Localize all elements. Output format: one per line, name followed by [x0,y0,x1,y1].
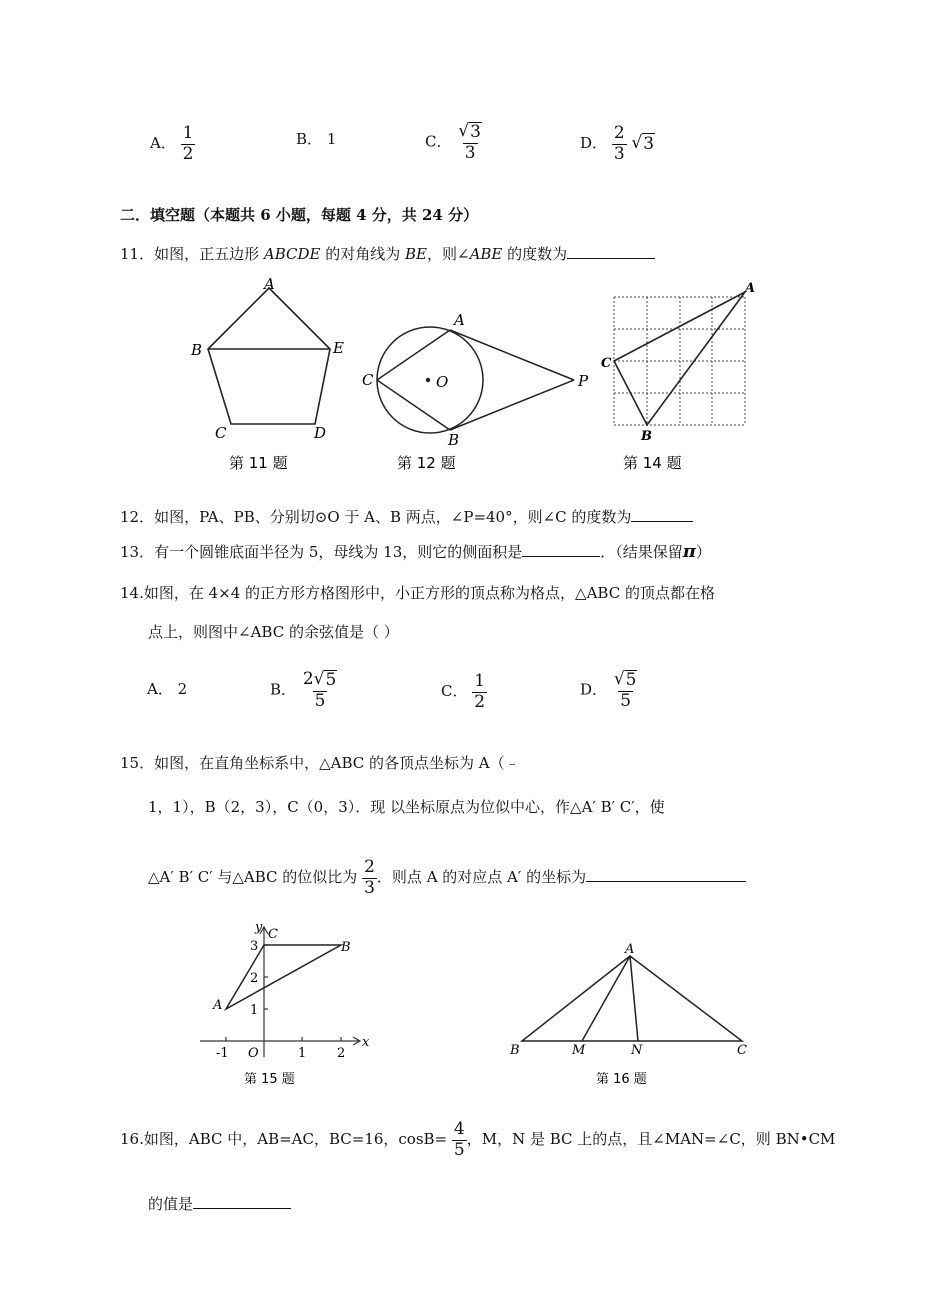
caption-fig-16: 第 16 题 [596,1072,647,1087]
caption-fig-12: 第 12 题 [397,454,456,472]
sqrt-icon: √ 5 [613,669,637,690]
fraction-numerator: 1 [474,671,486,691]
q10-option-b-value: 1 [326,130,337,148]
q12-text: 12．如图，PA、PB、分别切⊙O 于 A、B 两点，∠P=40°，则∠C 的度数为 [120,508,632,526]
fraction-denominator: 3 [464,142,476,163]
q16-cos-fraction [452,1120,467,1160]
fig14-label-a: A [745,281,756,296]
figure-14-grid [614,297,745,425]
fig15-label-y: y [255,920,263,935]
q14-option-c [441,672,487,712]
q10-option-c [425,122,484,163]
fraction-numerator [301,670,340,691]
coefficient: 2 [302,669,314,689]
segment-an [630,956,638,1041]
q14-option-d-label: D． [580,680,608,699]
q14-option-b-fraction [301,670,340,711]
fig12-label-a: A [454,311,465,329]
q14-option-a [147,678,187,699]
q16-text-post: ，M，N 是 BC 上的点，且∠MAN=∠C，则 BN•CM [466,1130,836,1149]
fraction-denominator: 5 [620,690,632,711]
answer-blank[interactable] [631,507,693,522]
fig12-label-b: B [448,431,460,449]
tangent-pb [450,380,574,430]
q10-option-d-label: D． [580,134,608,153]
fig16-label-c: C [737,1043,747,1058]
x-tick-label: 2 [337,1046,346,1061]
caption-fig-11: 第 11 题 [229,454,288,472]
fraction-denominator: 3 [613,143,625,164]
q16-text-line2: 的值是 [148,1195,194,1213]
q13-close: ） [695,543,711,561]
q15-ratio-fraction [362,858,377,898]
question-16-line1 [120,1120,835,1160]
fraction-numerator: 2 [364,857,375,877]
segment-am [582,956,630,1041]
fig14-label-c: C [601,356,612,371]
sqrt-icon: √ 3 [631,133,655,155]
fig12-label-p: P [578,372,589,390]
fig16-label-n: N [631,1043,643,1058]
fig11-label-c: C [215,424,227,442]
figures-row-2 [0,915,950,1095]
q14-option-b-label: B． [270,680,297,699]
triangle-abc [522,956,742,1041]
fraction-denominator: 5 [453,1139,465,1160]
answer-blank[interactable] [567,244,655,259]
q13-note: ．（结果保留 [600,543,683,561]
fig15-label-b: B [341,940,351,955]
q11-angle: ABE [469,245,503,263]
fraction-numerator: 2 [613,123,625,143]
fig12-label-o: O [436,373,449,391]
q13-text: 13．有一个圆锥底面半径为 5，母线为 13，则它的侧面积是 [120,543,523,561]
q10-option-b-label: B． [296,130,323,148]
figure-15-triangle [226,945,341,1009]
center-point [426,378,430,382]
figures-row-1 [0,270,950,480]
q10-option-a-label: A． [150,134,176,153]
q14-option-d [580,670,639,711]
fraction-denominator: 2 [182,143,194,164]
q10-option-c-label: C． [425,132,452,151]
fig11-label-a: A [264,275,275,293]
fig11-label-b: B [191,341,203,359]
fig15-label-a: A [213,998,223,1013]
fig15-label-x: x [362,1035,370,1050]
q15-text-post: ．则点 A 的对应点 A′ 的坐标为 [376,868,587,887]
radicand: 3 [470,122,481,142]
fraction-denominator: 2 [474,691,486,712]
q10-option-b [296,128,336,149]
q10-option-c-fraction [456,122,484,163]
figure-15-axes [200,927,360,1057]
q11-text: 11．如图，正五边形 [120,245,264,263]
q10-option-a [150,124,195,164]
figure-16-triangle [522,956,742,1041]
fig16-label-m: M [572,1043,586,1058]
radicand: 3 [643,134,655,155]
x-tick-label: 1 [298,1046,307,1061]
x-tick-label: -1 [216,1046,229,1061]
question-14-line2: 点上，则图中∠ABC 的余弦值是（ ） [148,623,399,641]
section-heading: 二．填空题（本题共 6 小题，每题 4 分，共 24 分） [120,206,479,224]
q11-text-end: 的度数为 [502,245,568,263]
sqrt-icon: √ 5 [313,669,337,690]
radicand: 5 [325,670,337,690]
q10-option-a-fraction [181,124,196,164]
question-11 [120,243,655,264]
fraction-denominator: 3 [364,877,375,898]
figure-11-pentagon [208,288,330,424]
q10-option-d [580,124,655,164]
answer-blank[interactable] [193,1194,291,1209]
fig16-label-b: B [510,1043,520,1058]
figure-12-circle-tangents [377,327,574,433]
question-13 [120,541,711,562]
question-15-line2: 1，1），B（2，3），C（0，3）．现 以坐标原点为位似中心，作△A′ B′ C′，使 [148,798,665,816]
caption-fig-15: 第 15 题 [244,1072,295,1087]
y-tick-label: 1 [250,1003,259,1018]
fig11-label-e: E [333,339,344,357]
q14-option-a-value: 2 [177,680,188,698]
sqrt-icon: √ 3 [458,121,481,142]
q14-option-c-fraction [472,672,487,712]
y-tick-label: 3 [250,939,259,954]
triangle-abc [226,945,341,1009]
q11-shape: ABCDE [263,245,321,263]
tangent-pa [450,330,574,380]
caption-fig-14: 第 14 题 [623,454,682,472]
question-16-line2 [148,1193,291,1214]
question-12 [120,506,693,527]
y-tick-label: 2 [250,971,259,986]
fig12-label-c: C [362,371,374,389]
q14-option-a-label: A． [147,680,173,698]
pentagon-outline [208,288,330,424]
fig15-label-o: O [248,1046,259,1061]
question-15-line3 [148,858,746,898]
q11-text-mid: 的对角线为 [320,245,405,263]
fig16-label-a: A [625,942,635,957]
q10-option-d-fraction [612,124,627,164]
fraction-numerator: 4 [453,1119,465,1139]
radicand: 5 [625,670,637,690]
fraction-denominator: 5 [314,690,326,711]
fraction-numerator: 1 [182,123,194,143]
question-14-line1: 14.如图，在 4×4 的正方形方格图形中，小正方形的顶点称为格点，△ABC 的顶点都在格 [120,584,715,602]
q11-text-suffix: ，则∠ [426,245,470,263]
answer-blank[interactable] [586,867,746,882]
fig15-label-c: C [268,927,278,942]
q15-text-pre: △A′ B′ C′ 与△ABC 的位似比为 [148,868,358,887]
q11-diagonal: BE [405,245,427,263]
pi-symbol: π [682,541,696,562]
fraction-numerator [456,122,484,143]
fig14-label-b: B [641,429,652,444]
q14-option-b [270,670,339,711]
question-15-line1: 15．如图，在直角坐标系中，△ABC 的各顶点坐标为 A（﹣ [120,754,520,772]
fraction-numerator [612,670,640,691]
q16-text-pre: 16.如图，ABC 中，AB=AC，BC=16，cosB= [120,1130,448,1149]
fig11-label-d: D [314,424,327,442]
answer-blank[interactable] [522,542,600,557]
q14-option-d-fraction [612,670,640,711]
q14-option-c-label: C． [441,682,468,701]
